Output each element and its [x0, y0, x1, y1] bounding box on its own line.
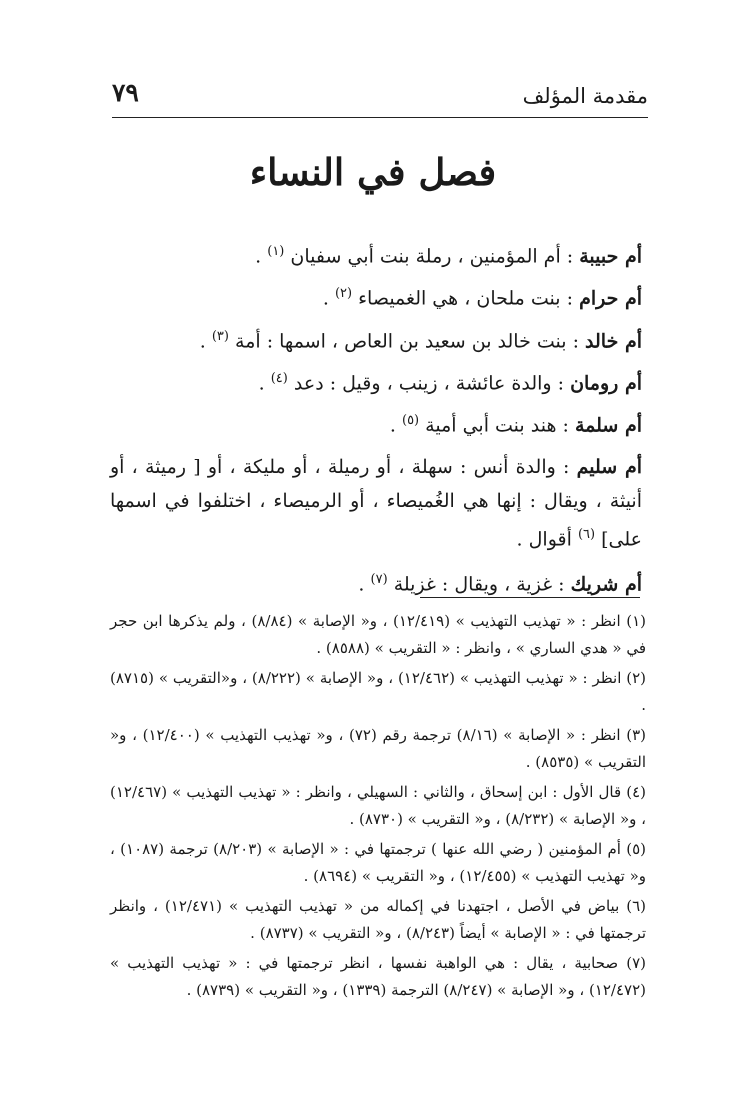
footnotes [110, 608, 646, 1007]
footnote: (٥) أم المؤمنين ( رضي الله عنها ) ترجمتها في : « الإصابة » (٨/٢٠٣) ترجمة (١٠٨٧) ، و« تهذيب التهذيب » (١٢/٤٥٥) ، و« التقريب » (٨٦٩٤) . [110, 840, 647, 885]
entry-tail: . [199, 329, 212, 352]
footnote: (٦) بياض في الأصل ، اجتهدنا في إكماله من « تهذيب التهذيب » (١٢/٤٧١) ، وانظر ترجمتها في : « الإصابة » أيضاً (٨/٢٤٣) ، و« التقريب » (٨٧٣٧) . [110, 897, 646, 942]
entry-tail: أقوال . [516, 527, 578, 550]
entry-tail: . [322, 287, 335, 310]
entry-name: أم خالد [585, 329, 642, 352]
footnote: (٢) انظر : « تهذيب التهذيب » (١٢/٤٦٢) ، و« الإصابة » (٨/٢٢٢) ، و«التقريب » (٨٧١٥) . [110, 669, 647, 714]
footnote-ref: (٣) [211, 328, 229, 344]
entry-text: : والدة عائشة ، زينب ، وقيل : دعد [287, 372, 571, 395]
header-rule [112, 117, 648, 118]
entry-text: : أم المؤمنين ، رملة بنت أبي سفيان [284, 245, 580, 268]
entry-text: : بنت ملحان ، هي الغميصاء [352, 287, 580, 310]
footnote-ref: (١) [267, 244, 285, 259]
entry-tail: . [255, 245, 268, 268]
entry [110, 566, 642, 598]
entry [110, 238, 642, 270]
entry [110, 450, 642, 556]
footnote-ref: (٧) [370, 571, 388, 587]
footnote-ref: (٢) [334, 286, 353, 302]
entry-tail: . [358, 573, 371, 596]
footnote-ref: (٦) [577, 526, 596, 542]
footnote: (٣) انظر : « الإصابة » (٨/١٦) ترجمة رقم (٧٢) ، و« تهذيب التهذيب » (١٢/٤٠٠) ، و« التقريب » (٨٥٣٥) . [110, 726, 646, 771]
chapter-title: فصل في النساء [249, 150, 497, 194]
footnote-ref: (٥) [401, 413, 420, 429]
page-number: ٧٩ [112, 78, 139, 107]
entry-name: أم رومان [570, 372, 642, 395]
entry-name: أم سليم [576, 455, 643, 478]
entry [110, 323, 642, 355]
entry-text: : بنت خالد بن سعيد بن العاص ، اسمها : أمة [228, 329, 586, 352]
header-title: مقدمة المؤلف [522, 84, 648, 108]
entry-text: : غزية ، ويقال : غزيلة [387, 573, 571, 596]
entry [110, 280, 642, 312]
entry-name: أم شريك [570, 573, 642, 596]
footnote-ref: (٤) [270, 370, 288, 386]
entries-list [110, 238, 642, 608]
entry-text: : والدة أنس : سهلة ، أو رميلة ، أو مليكة ، أو [ رميثة ، أو أنيثة ، ويقال : إنها هي الغُميصاء ، أو الرميصاء ، اختلفوا في اسمها على] [110, 455, 642, 550]
entry-tail: . [389, 414, 402, 437]
footnote-separator [420, 597, 640, 598]
running-header [112, 74, 648, 114]
entry-text: : هند بنت أبي أمية [419, 414, 575, 437]
entry [110, 365, 642, 397]
footnote: (٤) قال الأول : ابن إسحاق ، والثاني : السهيلي ، وانظر : « تهذيب التهذيب » (١٢/٤٦٧) ، و« الإصابة » (٨/٢٣٢) ، و« التقريب » (٨٧٣٠) . [110, 783, 646, 828]
entry-name: أم سلمة [574, 414, 642, 437]
entry-name: أم حبيبة [579, 245, 642, 268]
entry-tail: . [258, 372, 271, 395]
footnote: (١) انظر : « تهذيب التهذيب » (١٢/٤١٩) ، و« الإصابة » (٨/٨٤) ، ولم يذكرها ابن حجر في « هدي الساري » ، وانظر : « التقريب » (٨٥٨٨) . [110, 612, 647, 657]
entry [110, 407, 642, 439]
entry-name: أم حرام [579, 287, 642, 310]
footnote: (٧) صحابية ، يقال : هي الواهبة نفسها ، انظر ترجمتها في : « تهذيب التهذيب » (١٢/٤٧٢) ، و« الإصابة » (٨/٢٤٧) الترجمة (١٣٣٩) ، و« التقريب » (٨٧٣٩) . [110, 954, 646, 999]
